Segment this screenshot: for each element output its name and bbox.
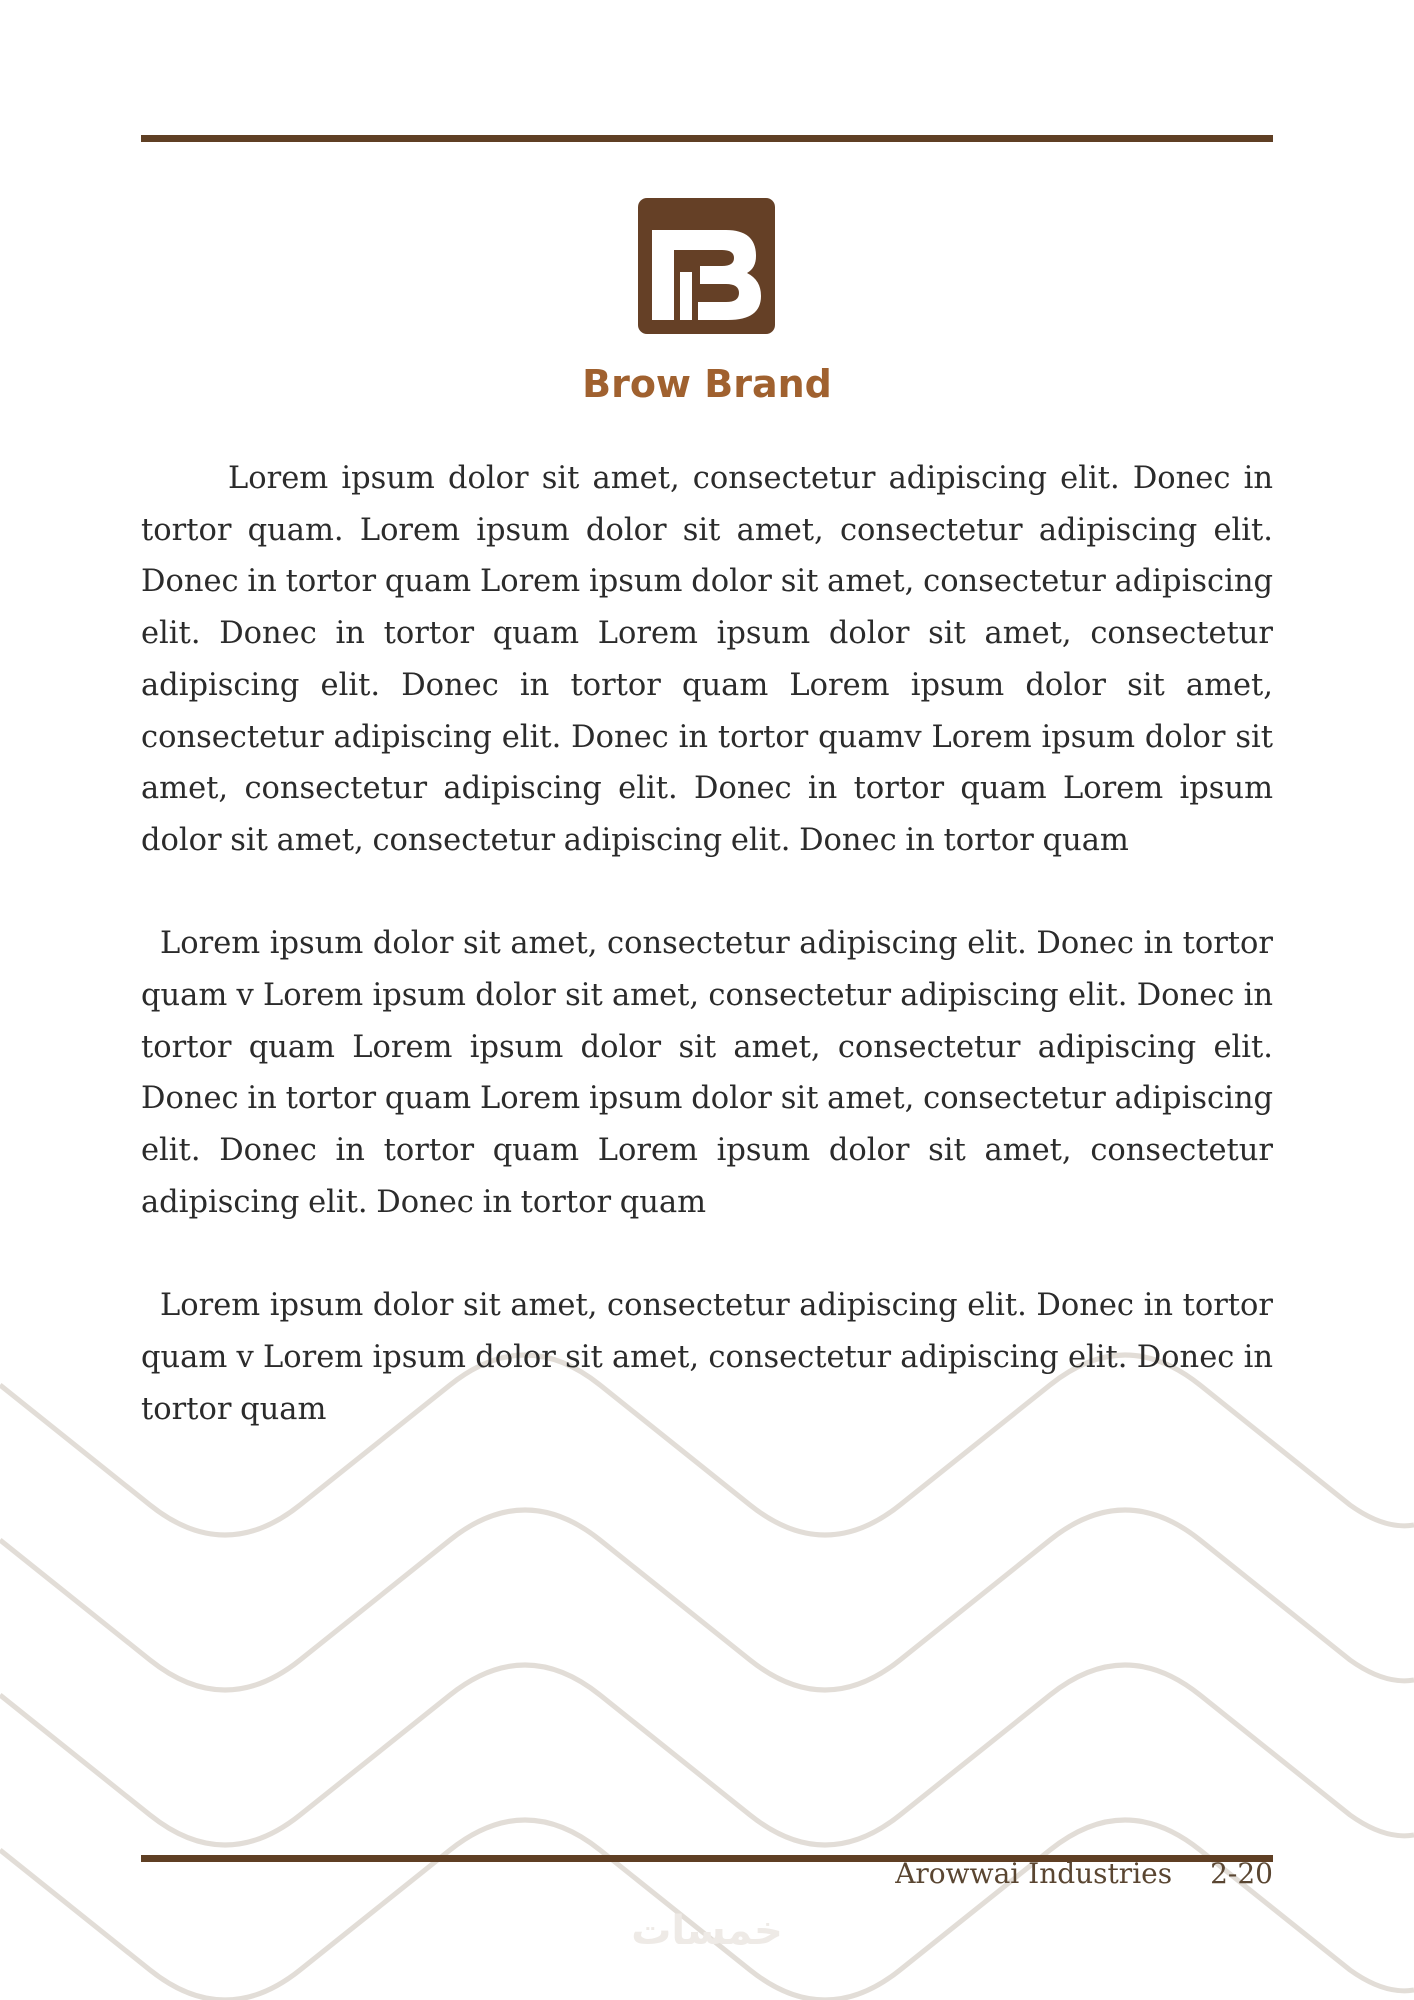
top-divider-rule	[141, 135, 1273, 142]
paragraph-3: Lorem ipsum dolor sit amet, consectetur adipiscing elit. Donec in tortor quam v Lorem ipsum dolor sit amet, consectetur adipiscing elit. Donec in tortor quam	[141, 1288, 1273, 1427]
wave-line	[0, 1510, 1414, 1690]
footer-company: Arowwai Industries	[895, 1857, 1173, 1890]
footer	[895, 1857, 1273, 1890]
b-monogram-logo-icon	[638, 198, 775, 334]
watermark: خمسات	[631, 1908, 783, 1954]
wave-line	[0, 1665, 1414, 1845]
paragraph-1: Lorem ipsum dolor sit amet, consectetur adipiscing elit. Donec in tortor quam. Lorem ipsum dolor sit amet, consectetur adipiscing elit. Donec in tortor quam Lorem ipsum dolor sit amet, consectetur adipiscing elit. Donec in tortor quam Lorem ipsum dolor sit amet, consectetur adipiscing elit. Donec in tortor quam Lorem ipsum dolor sit amet, consectetur adipiscing elit. Donec in tortor quamv Lorem ipsum dolor sit amet, consectetur adipiscing elit. Donec in tortor quam Lorem ipsum dolor sit amet, consectetur adipiscing elit. Donec in tortor quam	[141, 461, 1273, 858]
body-text	[141, 453, 1273, 1435]
page-number: 2-20	[1210, 1857, 1273, 1890]
paragraph-2: Lorem ipsum dolor sit amet, consectetur adipiscing elit. Donec in tortor quam v Lorem ipsum dolor sit amet, consectetur adipiscing elit. Donec in tortor quam Lorem ipsum dolor sit amet, consectetur adipiscing elit. Donec in tortor quam Lorem ipsum dolor sit amet, consectetur adipiscing elit. Donec in tortor quam Lorem ipsum dolor sit amet, consectetur adipiscing elit. Donec in tortor quam	[141, 926, 1273, 1220]
brand-title: Brow Brand	[582, 362, 832, 406]
